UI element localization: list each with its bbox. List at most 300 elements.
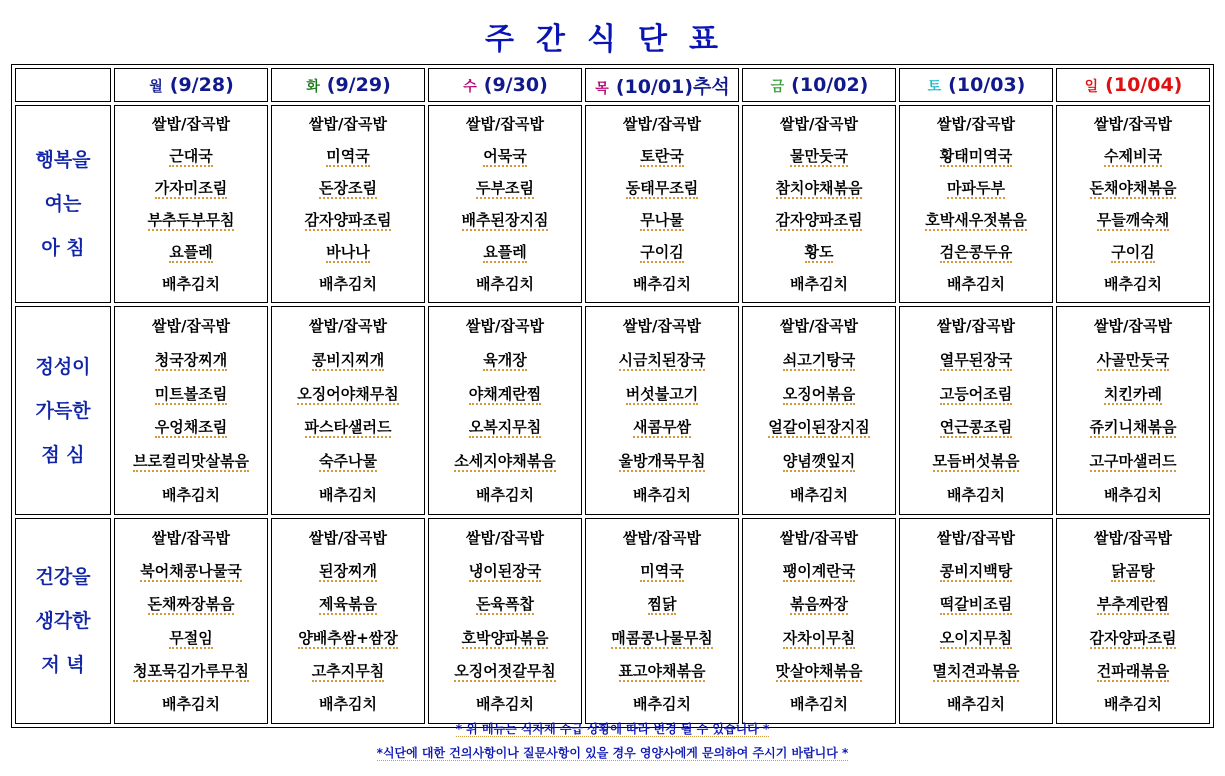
menu-item xyxy=(115,485,267,505)
menu-item xyxy=(900,528,1052,548)
menu-item xyxy=(429,242,581,262)
menu-item xyxy=(1057,485,1209,505)
menu-item xyxy=(115,384,267,404)
menu-item xyxy=(272,384,424,404)
menu-item xyxy=(743,594,895,614)
menu-item-text: 쌀밥/잡곡밥 xyxy=(623,115,701,133)
menu-item-text: 연근콩조림 xyxy=(939,418,1013,437)
menu-item-text: 배추김치 xyxy=(1104,695,1162,714)
menu-item-text: 참치야채볶음 xyxy=(775,179,863,197)
menu-item xyxy=(272,628,424,648)
menu-item-text: 멸치견과볶음 xyxy=(932,661,1020,680)
menu-item xyxy=(743,661,895,681)
menu-item-text: 청포묵김가루무침 xyxy=(133,661,249,680)
day-date-label: (9/30) xyxy=(483,74,548,96)
menu-item xyxy=(272,114,424,134)
menu-item xyxy=(900,561,1052,581)
menu-cell xyxy=(742,306,896,515)
menu-item xyxy=(429,661,581,681)
menu-item xyxy=(115,594,267,614)
menu-item xyxy=(743,274,895,294)
menu-item xyxy=(743,417,895,437)
menu-item xyxy=(272,694,424,714)
menu-item-text: 배추김치 xyxy=(162,695,220,714)
menu-item-text: 쌀밥/잡곡밥 xyxy=(309,528,387,547)
menu-cell xyxy=(585,306,739,515)
menu-item-text: 배추김치 xyxy=(319,275,377,293)
menu-item xyxy=(429,561,581,581)
menu-item xyxy=(586,178,738,198)
menu-item xyxy=(743,350,895,370)
menu-item-text: 배추김치 xyxy=(947,486,1005,505)
day-badge: 화 xyxy=(306,79,320,95)
menu-item xyxy=(429,528,581,548)
notice-change xyxy=(0,720,1225,737)
menu-item xyxy=(586,146,738,166)
menu-item-text: 쌀밥/잡곡밥 xyxy=(1094,115,1172,133)
menu-item-text: 쌀밥/잡곡밥 xyxy=(309,316,387,335)
meal-label-line: 가득한 xyxy=(35,399,91,422)
menu-item-text: 울방개묵무침 xyxy=(618,452,706,471)
menu-item-text: 쌀밥/잡곡밥 xyxy=(466,115,544,133)
menu-item-text: 건파래볶음 xyxy=(1096,661,1170,680)
menu-item-text: 쌀밥/잡곡밥 xyxy=(937,115,1015,133)
menu-item-text: 제육볶음 xyxy=(319,595,377,614)
menu-item-text: 쌀밥/잡곡밥 xyxy=(937,316,1015,335)
menu-item-text: 구이김 xyxy=(1111,243,1155,261)
menu-item-text: 두부조림 xyxy=(476,179,534,197)
menu-item-text: 쌀밥/잡곡밥 xyxy=(466,528,544,547)
menu-item xyxy=(586,210,738,230)
notice-inquiry-text: *식단에 대한 건의사항이나 질문사항이 있을 경우 영양사에게 문의하여 주시기 바랍니다 * xyxy=(376,746,849,760)
menu-item-text: 치킨카레 xyxy=(1104,384,1162,403)
menu-item xyxy=(115,316,267,336)
menu-item-text: 시금치된장국 xyxy=(618,350,706,369)
day-date-label: (10/01)추석 xyxy=(615,75,730,98)
menu-item-text: 배추김치 xyxy=(633,486,691,505)
menu-item-text: 쥬키니채볶음 xyxy=(1089,418,1177,437)
menu-item xyxy=(429,274,581,294)
menu-item xyxy=(900,628,1052,648)
day-badge: 금 xyxy=(770,79,785,95)
menu-item xyxy=(743,528,895,548)
menu-item-text: 오징어볶음 xyxy=(782,384,856,403)
menu-item xyxy=(1057,114,1209,134)
menu-item xyxy=(429,178,581,198)
menu-item-text: 고등어조림 xyxy=(939,384,1013,403)
menu-item-text: 숙주나물 xyxy=(319,452,377,471)
menu-item xyxy=(900,210,1052,230)
menu-item-text: 바나나 xyxy=(326,243,370,261)
menu-item-text: 떡갈비조림 xyxy=(939,595,1013,614)
menu-item-text: 마파두부 xyxy=(947,179,1005,197)
menu-item-text: 배추김치 xyxy=(790,695,848,714)
menu-item-text: 토란국 xyxy=(640,147,684,165)
menu-item xyxy=(1057,661,1209,681)
menu-item xyxy=(900,384,1052,404)
menu-item xyxy=(586,274,738,294)
menu-item-text: 우엉채조림 xyxy=(154,418,228,437)
menu-item-text: 육개장 xyxy=(483,350,527,369)
menu-item xyxy=(1057,417,1209,437)
menu-item-text: 감자양파조림 xyxy=(775,211,863,229)
menu-cell xyxy=(899,306,1053,515)
menu-item xyxy=(429,628,581,648)
menu-item xyxy=(586,384,738,404)
meal-row xyxy=(15,306,1210,515)
menu-item-text: 쌀밥/잡곡밥 xyxy=(623,316,701,335)
menu-item-text: 파스타샐러드 xyxy=(304,418,392,437)
menu-cell xyxy=(899,105,1053,303)
menu-item xyxy=(115,178,267,198)
menu-item xyxy=(1057,628,1209,648)
day-badge: 토 xyxy=(927,79,942,95)
day-date-label: (10/02) xyxy=(791,74,869,96)
menu-item xyxy=(272,528,424,548)
menu-item-text: 사골만둣국 xyxy=(1096,350,1170,369)
menu-item xyxy=(743,384,895,404)
day-badge: 목 xyxy=(595,80,609,97)
day-header xyxy=(428,68,582,102)
day-header xyxy=(114,68,268,102)
meal-label-line: 건강을 xyxy=(35,566,91,588)
menu-item-text: 황도 xyxy=(804,243,834,261)
menu-item-text: 쌀밥/잡곡밥 xyxy=(937,528,1015,547)
menu-item-text: 모듬버섯볶음 xyxy=(932,452,1020,471)
day-badge: 수 xyxy=(463,79,477,95)
menu-cell xyxy=(742,518,896,724)
menu-item xyxy=(900,417,1052,437)
menu-item-text: 콩비지찌개 xyxy=(311,350,385,369)
menu-item-text: 미트볼조림 xyxy=(154,384,228,403)
day-header xyxy=(585,68,739,102)
menu-item-text: 쌀밥/잡곡밥 xyxy=(780,316,858,335)
menu-cell xyxy=(585,518,739,724)
menu-item xyxy=(743,210,895,230)
menu-item xyxy=(900,114,1052,134)
menu-item xyxy=(1057,274,1209,294)
menu-item-text: 고추지무침 xyxy=(311,661,385,680)
menu-item-text: 배추김치 xyxy=(162,486,220,505)
menu-item-text: 쌀밥/잡곡밥 xyxy=(309,115,387,133)
menu-item-text: 얼갈이된장지짐 xyxy=(768,418,870,437)
menu-item xyxy=(115,350,267,370)
menu-item xyxy=(1057,146,1209,166)
menu-cell xyxy=(428,518,582,724)
menu-item-text: 감자양파조림 xyxy=(1089,628,1177,647)
menu-item-text: 오징어야채무침 xyxy=(297,384,399,403)
menu-item xyxy=(586,694,738,714)
menu-item-text: 무들깨숙채 xyxy=(1096,211,1170,229)
menu-item xyxy=(900,350,1052,370)
menu-item-text: 동태무조림 xyxy=(625,179,699,197)
menu-item xyxy=(1057,178,1209,198)
meal-label-line: 점 심 xyxy=(41,443,85,466)
menu-item-text: 황태미역국 xyxy=(939,147,1013,165)
menu-item-text: 쌀밥/잡곡밥 xyxy=(623,528,701,547)
menu-item-text: 쌀밥/잡곡밥 xyxy=(1094,316,1172,335)
menu-item xyxy=(272,661,424,681)
menu-item xyxy=(743,628,895,648)
menu-item-text: 배추김치 xyxy=(947,695,1005,714)
menu-cell xyxy=(271,306,425,515)
day-date-label: (10/04) xyxy=(1105,74,1183,96)
menu-item-text: 근대국 xyxy=(169,147,213,165)
day-date-label: (9/28) xyxy=(169,74,234,96)
meal-label xyxy=(15,105,111,303)
menu-item xyxy=(900,178,1052,198)
menu-item-text: 고구마샐러드 xyxy=(1089,452,1177,471)
menu-item xyxy=(115,210,267,230)
menu-item-text: 배추김치 xyxy=(633,695,691,714)
menu-item xyxy=(743,242,895,262)
menu-item-text: 브로컬리맛살볶음 xyxy=(133,452,249,471)
menu-item-text: 열무된장국 xyxy=(939,350,1013,369)
menu-item-text: 요플레 xyxy=(483,243,527,261)
menu-item-text: 검은콩두유 xyxy=(939,243,1013,261)
menu-item xyxy=(115,528,267,548)
menu-item xyxy=(429,114,581,134)
menu-item-text: 수제비국 xyxy=(1104,147,1162,165)
menu-item-text: 부추계란찜 xyxy=(1096,595,1170,614)
day-header xyxy=(899,68,1053,102)
menu-item-text: 호박새우젓볶음 xyxy=(925,211,1027,229)
notice-inquiry xyxy=(0,744,1225,761)
menu-item xyxy=(743,178,895,198)
meal-label-line: 생각한 xyxy=(35,610,91,632)
menu-item xyxy=(272,210,424,230)
menu-item xyxy=(900,694,1052,714)
menu-item-text: 어묵국 xyxy=(483,147,527,165)
menu-item-text: 오징어젓갈무침 xyxy=(454,661,556,680)
meal-label-line: 행복을 xyxy=(35,149,91,171)
menu-item xyxy=(586,114,738,134)
menu-item xyxy=(1057,561,1209,581)
menu-item-text: 쌀밥/잡곡밥 xyxy=(1094,528,1172,547)
menu-item-text: 미역국 xyxy=(640,561,684,580)
menu-item xyxy=(743,146,895,166)
menu-item xyxy=(586,316,738,336)
menu-item-text: 닭곰탕 xyxy=(1111,561,1155,580)
menu-item xyxy=(272,274,424,294)
weekly-menu-table xyxy=(11,64,1214,728)
menu-item xyxy=(1057,350,1209,370)
menu-item xyxy=(743,114,895,134)
meal-label xyxy=(15,306,111,515)
menu-cell xyxy=(742,105,896,303)
menu-item xyxy=(900,661,1052,681)
menu-item-text: 무절임 xyxy=(169,628,213,647)
menu-item xyxy=(115,694,267,714)
menu-item xyxy=(272,178,424,198)
menu-item xyxy=(115,661,267,681)
menu-item-text: 콩비지백탕 xyxy=(939,561,1013,580)
menu-item-text: 부추두부무침 xyxy=(147,211,235,229)
menu-item-text: 물만둣국 xyxy=(790,147,848,165)
menu-item-text: 소세지야채볶음 xyxy=(454,452,556,471)
menu-item-text: 미역국 xyxy=(326,147,370,165)
menu-item-text: 오이지무침 xyxy=(939,628,1013,647)
menu-cell xyxy=(271,518,425,724)
menu-item xyxy=(429,417,581,437)
menu-item xyxy=(586,661,738,681)
meal-label-line: 여는 xyxy=(44,193,82,215)
menu-item-text: 쌀밥/잡곡밥 xyxy=(780,115,858,133)
menu-item xyxy=(586,561,738,581)
menu-item xyxy=(115,628,267,648)
menu-item-text: 배추김치 xyxy=(319,486,377,505)
menu-item xyxy=(272,485,424,505)
menu-item xyxy=(743,694,895,714)
page-title: 주간식단표 xyxy=(485,22,740,57)
menu-item xyxy=(429,384,581,404)
meal-label-line: 정성이 xyxy=(35,355,91,378)
menu-item xyxy=(900,274,1052,294)
menu-item xyxy=(272,146,424,166)
menu-item-text: 감자양파조림 xyxy=(304,211,392,229)
menu-cell xyxy=(114,518,268,724)
menu-item xyxy=(900,242,1052,262)
menu-item-text: 새콤무쌈 xyxy=(633,418,691,437)
menu-item xyxy=(429,316,581,336)
menu-item xyxy=(429,146,581,166)
menu-item-text: 찜닭 xyxy=(647,595,677,614)
menu-item xyxy=(1057,528,1209,548)
menu-item xyxy=(115,451,267,471)
menu-item xyxy=(743,316,895,336)
menu-item-text: 표고야채볶음 xyxy=(618,661,706,680)
menu-item xyxy=(586,485,738,505)
menu-item-text: 배추김치 xyxy=(476,486,534,505)
menu-item-text: 쇠고기탕국 xyxy=(782,350,856,369)
notice-change-text: * 위 메뉴는 식자재 수급 상황에 따라 변경 될 수 있습니다 * xyxy=(455,722,770,736)
menu-item-text: 쌀밥/잡곡밥 xyxy=(152,528,230,547)
menu-item-text: 요플레 xyxy=(169,243,213,261)
menu-item-text: 호박양파볶음 xyxy=(461,628,549,647)
menu-item-text: 배추김치 xyxy=(476,275,534,293)
menu-item-text: 배추김치 xyxy=(633,275,691,293)
menu-item xyxy=(272,242,424,262)
menu-item-text: 쌀밥/잡곡밥 xyxy=(780,528,858,547)
menu-item-text: 된장찌개 xyxy=(319,561,377,580)
day-header xyxy=(742,68,896,102)
menu-item-text: 맛살야채볶음 xyxy=(775,661,863,680)
menu-item xyxy=(900,594,1052,614)
meal-label-line: 저 녁 xyxy=(41,654,85,676)
menu-item xyxy=(272,451,424,471)
menu-item-text: 매콤콩나물무침 xyxy=(611,628,713,647)
menu-item xyxy=(1057,594,1209,614)
menu-item-text: 버섯불고기 xyxy=(625,384,699,403)
day-date-label: (9/29) xyxy=(326,74,391,96)
menu-item-text: 쌀밥/잡곡밥 xyxy=(152,115,230,133)
menu-cell xyxy=(899,518,1053,724)
menu-item xyxy=(900,146,1052,166)
menu-item xyxy=(272,594,424,614)
menu-cell xyxy=(271,105,425,303)
menu-item-text: 돈장조림 xyxy=(319,179,377,197)
menu-item-text: 배추김치 xyxy=(790,486,848,505)
menu-item xyxy=(429,210,581,230)
menu-item-text: 배추된장지짐 xyxy=(461,211,549,229)
menu-item xyxy=(115,146,267,166)
menu-item-text: 배추김치 xyxy=(319,695,377,714)
menu-item xyxy=(272,350,424,370)
menu-item xyxy=(743,485,895,505)
menu-item xyxy=(1057,210,1209,230)
menu-item xyxy=(115,417,267,437)
menu-item xyxy=(115,561,267,581)
day-date-label: (10/03) xyxy=(948,74,1026,96)
corner-cell xyxy=(15,68,111,102)
menu-item xyxy=(1057,451,1209,471)
day-badge: 일 xyxy=(1084,79,1099,95)
menu-item xyxy=(115,114,267,134)
menu-item-text: 양념깻잎지 xyxy=(782,452,856,471)
menu-cell xyxy=(1056,105,1210,303)
menu-item xyxy=(272,316,424,336)
menu-item xyxy=(1057,694,1209,714)
menu-item-text: 배추김치 xyxy=(476,695,534,714)
menu-item-text: 자차이무침 xyxy=(782,628,856,647)
menu-item xyxy=(429,694,581,714)
menu-item xyxy=(586,528,738,548)
menu-item-text: 오복지무침 xyxy=(468,418,542,437)
menu-item xyxy=(1057,316,1209,336)
menu-cell xyxy=(428,306,582,515)
menu-item-text: 야채계란찜 xyxy=(468,384,542,403)
menu-item xyxy=(743,451,895,471)
menu-item xyxy=(115,274,267,294)
menu-item-text: 볶음짜장 xyxy=(790,595,848,614)
meal-row xyxy=(15,518,1210,724)
menu-cell xyxy=(114,105,268,303)
menu-cell xyxy=(114,306,268,515)
menu-item xyxy=(900,485,1052,505)
menu-item xyxy=(900,316,1052,336)
menu-item-text: 청국장찌개 xyxy=(154,350,228,369)
menu-item xyxy=(586,594,738,614)
menu-item xyxy=(743,561,895,581)
menu-item xyxy=(1057,384,1209,404)
menu-item-text: 북어채콩나물국 xyxy=(140,561,242,580)
menu-item-text: 양배추쌈+쌈장 xyxy=(298,628,398,647)
menu-item xyxy=(429,451,581,471)
menu-item xyxy=(272,561,424,581)
menu-item xyxy=(1057,242,1209,262)
menu-cell xyxy=(585,105,739,303)
menu-cell xyxy=(1056,518,1210,724)
meal-label-line: 아 침 xyxy=(41,237,85,259)
menu-item-text: 냉이된장국 xyxy=(468,561,542,580)
menu-item-text: 가자미조림 xyxy=(154,179,228,197)
header-row xyxy=(15,68,1210,102)
menu-item xyxy=(900,451,1052,471)
menu-item-text: 배추김치 xyxy=(162,275,220,293)
meal-row xyxy=(15,105,1210,303)
menu-item-text: 배추김치 xyxy=(1104,275,1162,293)
menu-item xyxy=(586,417,738,437)
menu-item xyxy=(586,451,738,471)
menu-item-text: 배추김치 xyxy=(947,275,1005,293)
menu-item xyxy=(272,417,424,437)
menu-item-text: 쌀밥/잡곡밥 xyxy=(152,316,230,335)
menu-item-text: 돈채야채볶음 xyxy=(1089,179,1177,197)
day-header xyxy=(271,68,425,102)
menu-item-text: 배추김치 xyxy=(1104,486,1162,505)
menu-item xyxy=(429,594,581,614)
menu-item-text: 돈육폭찹 xyxy=(476,595,534,614)
